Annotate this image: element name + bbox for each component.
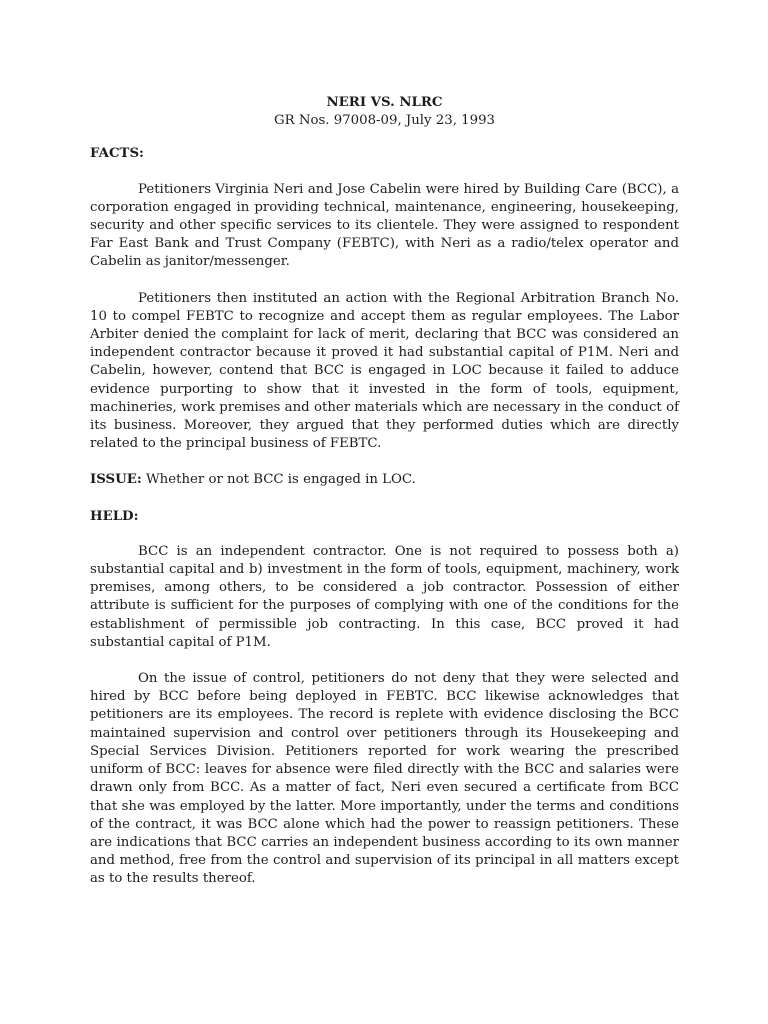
title-block: [90, 94, 679, 130]
case-citation: GR Nos. 97008-09, July 23, 1993: [273, 113, 496, 129]
issue-line: [90, 471, 679, 489]
case-title: NERI VS. NLRC: [326, 95, 443, 110]
issue-label: ISSUE:: [90, 472, 142, 488]
facts-heading: FACTS:: [90, 146, 144, 162]
held-paragraph-2: On the issue of control, petitioners do not deny that they were selected and hired by BCC before being deployed in FEBTC. BCC likewise acknowledges that petitioners are its employees. The record is replete with evidence disclosing the BCC maintained supervision and control over petitioners through its Housekeeping and Special Services Division. Petitioners reported for work wearing the prescribed uniform of BCC: leaves for absence were filed directly with the BCC and salaries were drawn only from BCC. As a matter of fact, Neri even secured a certificate from BCC that she was employed by the latter. More importantly, under the terms and conditions of the contract, it was BCC alone which had the power to reassign petitioners. These are indications that BCC carries an independent business according to its own manner and method, free from the control and supervision of its principal in all matters except as to the results thereof.: [90, 671, 679, 887]
held-paragraph-1: BCC is an independent contractor. One is not required to possess both a) substantial capital and b) investment in the form of tools, equipment, machinery, work premises, among others, to be considered a job contractor. Possession of either attribute is sufficient for the purposes of complying with one of the conditions for the establishment of permissible job contracting. In this case, BCC proved it had substantial capital of P1M.: [90, 543, 679, 650]
document-page: [90, 94, 679, 907]
facts-paragraph-2: Petitioners then instituted an action with the Regional Arbitration Branch No. 10 to compel FEBTC to recognize and accept them as regular employees. The Labor Arbiter denied the complaint for lack of merit, declaring that BCC was considered an independent contractor because it proved it had substantial capital of P1M. Neri and Cabelin, however, contend that BCC is engaged in LOC because it failed to adduce evidence purporting to show that it invested in the form of tools, equipment, machineries, work premises and other materials which are necessary in the conduct of its business. Moreover, they argued that they performed duties which are directly related to the principal business of FEBTC.: [90, 290, 679, 452]
facts-paragraph-1: Petitioners Virginia Neri and Jose Cabelin were hired by Building Care (BCC), a corporation engaged in providing technical, maintenance, engineering, housekeeping, security and other specific services to its clientele. They were assigned to respondent Far East Bank and Trust Company (FEBTC), with Neri as a radio/telex operator and Cabelin as janitor/messenger.: [90, 181, 679, 270]
issue-text: Whether or not BCC is engaged in LOC.: [141, 472, 416, 488]
held-heading: HELD:: [90, 508, 139, 524]
